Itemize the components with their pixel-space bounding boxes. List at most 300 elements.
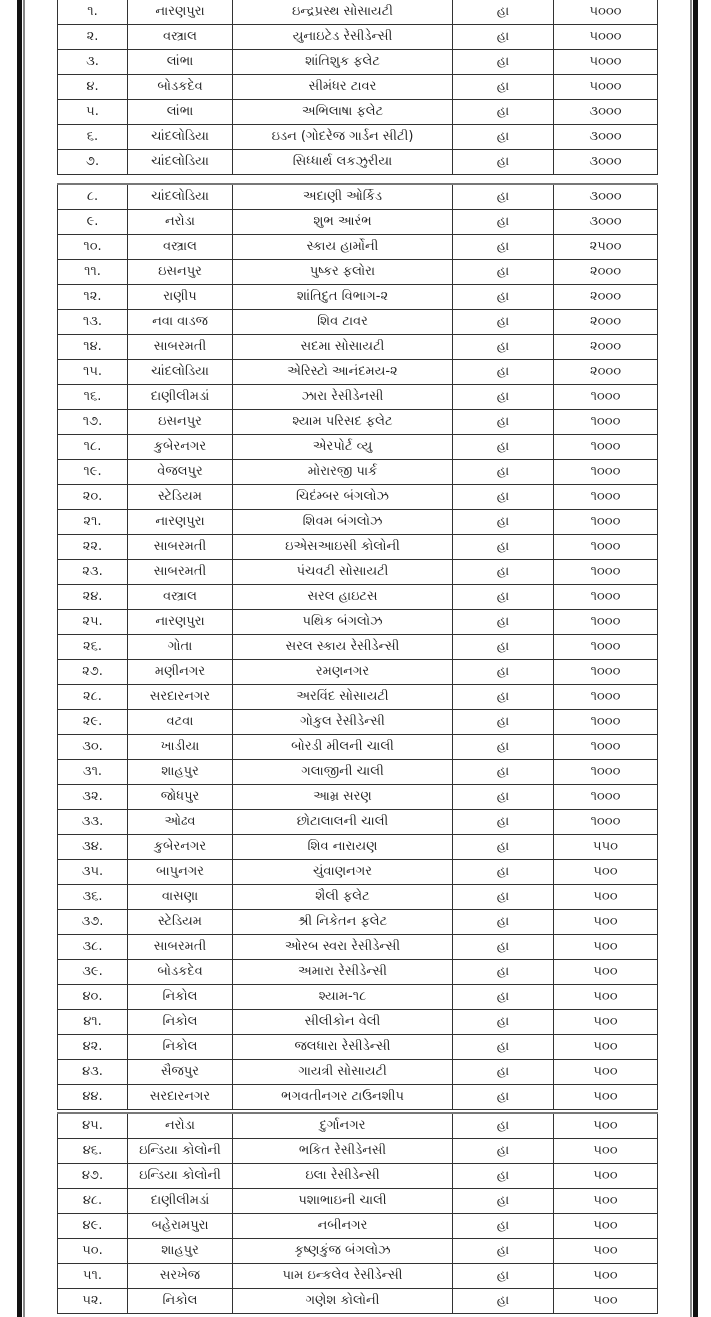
table-row	[58, 150, 658, 175]
amount-cell: ૨૫૦૦	[554, 235, 658, 260]
serial-number-cell: ૧૮.	[58, 435, 128, 460]
table-row	[58, 1214, 658, 1239]
serial-number-cell: ૧૬.	[58, 385, 128, 410]
status-cell: હા	[453, 285, 554, 310]
serial-number-cell: ૩૭.	[58, 910, 128, 935]
serial-number-cell: ૨૪.	[58, 585, 128, 610]
status-cell: હા	[453, 410, 554, 435]
area-cell: ઇન્ડિયા કોલોની	[128, 1164, 233, 1189]
society-name-cell: પથિક બંગલોઝ	[233, 610, 453, 635]
serial-number-cell: ૪.	[58, 75, 128, 100]
society-name-cell: ઝારા રેસીડેનસી	[233, 385, 453, 410]
serial-number-cell: ૮.	[58, 184, 128, 210]
table-row	[58, 760, 658, 785]
serial-number-cell: ૩૦.	[58, 735, 128, 760]
area-cell: ચાંદલોડિયા	[128, 360, 233, 385]
society-name-cell: પામ ઇન્કલેવ રેસીડેન્સી	[233, 1264, 453, 1289]
serial-number-cell: ૧૦.	[58, 235, 128, 260]
amount-cell: ૧૦૦૦	[554, 585, 658, 610]
status-cell: હા	[453, 235, 554, 260]
status-cell: હા	[453, 1085, 554, 1110]
table-row	[58, 260, 658, 285]
society-name-cell: શ્રી નિકેતન ફલેટ	[233, 910, 453, 935]
serial-number-cell: ૪૪.	[58, 1085, 128, 1110]
table-row	[58, 210, 658, 235]
status-cell: હા	[453, 960, 554, 985]
serial-number-cell: ૩૨.	[58, 785, 128, 810]
table-row	[58, 125, 658, 150]
area-cell: વાસણા	[128, 885, 233, 910]
table-row	[58, 1239, 658, 1264]
area-cell: સાબરમતી	[128, 335, 233, 360]
amount-cell: ૫૦૦	[554, 1289, 658, 1314]
area-cell: ચાંદલોડિયા	[128, 150, 233, 175]
page-edge-left	[17, 0, 22, 1317]
status-cell: હા	[453, 125, 554, 150]
society-name-cell: બોરડી મીલની ચાલી	[233, 735, 453, 760]
status-cell: હા	[453, 610, 554, 635]
society-name-cell: ઓરબ સ્વરા રેસીડેન્સી	[233, 935, 453, 960]
status-cell: હા	[453, 0, 554, 25]
table-row	[58, 25, 658, 50]
serial-number-cell: ૩૪.	[58, 835, 128, 860]
amount-cell: ૧૦૦૦	[554, 460, 658, 485]
society-name-cell: કૃષ્ણકુંજ બંગલોઝ	[233, 1239, 453, 1264]
society-name-cell: શિવમ બંગલોઝ	[233, 510, 453, 535]
status-cell: હા	[453, 1010, 554, 1035]
serial-number-cell: ૩.	[58, 50, 128, 75]
status-cell: હા	[453, 335, 554, 360]
table-row	[58, 1035, 658, 1060]
serial-number-cell: ૩૧.	[58, 760, 128, 785]
amount-cell: ૧૦૦૦	[554, 685, 658, 710]
amount-cell: ૫૦૦	[554, 910, 658, 935]
status-cell: હા	[453, 710, 554, 735]
serial-number-cell: ૩૩.	[58, 810, 128, 835]
society-name-cell: સરલ હાઇટસ	[233, 585, 453, 610]
amount-cell: ૫૦૦૦	[554, 0, 658, 25]
serial-number-cell: ૩૬.	[58, 885, 128, 910]
area-cell: કુબેરનગર	[128, 835, 233, 860]
status-cell: હા	[453, 1139, 554, 1164]
amount-cell: ૫૦૦	[554, 860, 658, 885]
society-name-cell: નબીનગર	[233, 1214, 453, 1239]
table-row	[58, 1264, 658, 1289]
table-row	[58, 1189, 658, 1214]
area-cell: સરખેજ	[128, 1264, 233, 1289]
area-cell: નરોડા	[128, 210, 233, 235]
status-cell: હા	[453, 835, 554, 860]
area-cell: નિકોલ	[128, 1035, 233, 1060]
serial-number-cell: ૪૯.	[58, 1214, 128, 1239]
status-cell: હા	[453, 1060, 554, 1085]
society-name-cell: શિવ ટાવર	[233, 310, 453, 335]
status-cell: હા	[453, 310, 554, 335]
amount-cell: ૫૦૦	[554, 1164, 658, 1189]
serial-number-cell: ૩૫.	[58, 860, 128, 885]
area-cell: સરદારનગર	[128, 1085, 233, 1110]
area-cell: બાપુનગર	[128, 860, 233, 885]
serial-number-cell: ૨૦.	[58, 485, 128, 510]
table-row	[58, 785, 658, 810]
table-row	[58, 1164, 658, 1189]
status-cell: હા	[453, 735, 554, 760]
society-name-cell: ગણેશ કોલોની	[233, 1289, 453, 1314]
serial-number-cell: ૧૧.	[58, 260, 128, 285]
amount-cell: ૩૦૦૦	[554, 184, 658, 210]
amount-cell: ૫૦૦૦	[554, 25, 658, 50]
society-name-cell: શિવ નારાયણ	[233, 835, 453, 860]
page-edge-right	[693, 0, 698, 1317]
table-row	[58, 560, 658, 585]
serial-number-cell: ૧૫.	[58, 360, 128, 385]
table-row	[58, 1010, 658, 1035]
society-name-cell: ગાયત્રી સોસાયટી	[233, 1060, 453, 1085]
area-cell: સ્ટેડિયમ	[128, 485, 233, 510]
serial-number-cell: ૧૩.	[58, 310, 128, 335]
table-row	[58, 860, 658, 885]
serial-number-cell: ૧૭.	[58, 410, 128, 435]
table-row	[58, 285, 658, 310]
amount-cell: ૫૦૦	[554, 1239, 658, 1264]
area-cell: સાબરમતી	[128, 935, 233, 960]
amount-cell: ૫૦૦	[554, 1113, 658, 1139]
serial-number-cell: ૨૭.	[58, 660, 128, 685]
status-cell: હા	[453, 25, 554, 50]
society-name-cell: સ્કાય હાર્મોની	[233, 235, 453, 260]
serial-number-cell: ૨૯.	[58, 710, 128, 735]
area-cell: નિકોલ	[128, 1289, 233, 1314]
status-cell: હા	[453, 1239, 554, 1264]
serial-number-cell: ૨૬.	[58, 635, 128, 660]
amount-cell: ૧૦૦૦	[554, 560, 658, 585]
status-cell: હા	[453, 910, 554, 935]
amount-cell: ૫૦૦	[554, 935, 658, 960]
serial-number-cell: ૫.	[58, 100, 128, 125]
amount-cell: ૧૦૦૦	[554, 785, 658, 810]
status-cell: હા	[453, 460, 554, 485]
serial-number-cell: ૫૧.	[58, 1264, 128, 1289]
status-cell: હા	[453, 860, 554, 885]
society-name-cell: દુર્ગાનગર	[233, 1113, 453, 1139]
society-name-cell: છોટાલાલની ચાલી	[233, 810, 453, 835]
table-row	[58, 810, 658, 835]
area-cell: લાંભા	[128, 100, 233, 125]
status-cell: હા	[453, 585, 554, 610]
area-cell: ચાંદલોડિયા	[128, 184, 233, 210]
status-cell: હા	[453, 935, 554, 960]
serial-number-cell: ૪૫.	[58, 1113, 128, 1139]
table-row	[58, 50, 658, 75]
table-row	[58, 1113, 658, 1139]
table-row	[58, 935, 658, 960]
society-name-cell: ઇડન (ગોદરેજ ગાર્ડન સીટી)	[233, 125, 453, 150]
area-cell: નારણપુરા	[128, 0, 233, 25]
serial-number-cell: ૪૮.	[58, 1189, 128, 1214]
status-cell: હા	[453, 1214, 554, 1239]
society-name-cell: ભગવતીનગર ટાઉનશીપ	[233, 1085, 453, 1110]
serial-number-cell: ૪૬.	[58, 1139, 128, 1164]
area-cell: નિકોલ	[128, 1010, 233, 1035]
amount-cell: ૩૦૦૦	[554, 210, 658, 235]
serial-number-cell: ૨.	[58, 25, 128, 50]
status-cell: હા	[453, 1264, 554, 1289]
table-row	[58, 1060, 658, 1085]
area-cell: જોધપુર	[128, 785, 233, 810]
society-name-cell: પુષ્કર ફલોરા	[233, 260, 453, 285]
society-name-cell: ભકિત રેસીડેનસી	[233, 1139, 453, 1164]
amount-cell: ૨૦૦૦	[554, 310, 658, 335]
amount-cell: ૧૦૦૦	[554, 635, 658, 660]
society-name-cell: પંચવટી સોસાયટી	[233, 560, 453, 585]
society-name-cell: સીલીકોન વેલી	[233, 1010, 453, 1035]
table-row	[58, 585, 658, 610]
area-cell: ગોતા	[128, 635, 233, 660]
page-edge-shadow-right	[690, 0, 692, 1317]
serial-number-cell: ૨૮.	[58, 685, 128, 710]
serial-number-cell: ૨૧.	[58, 510, 128, 535]
amount-cell: ૨૦૦૦	[554, 285, 658, 310]
area-cell: બોડકદેવ	[128, 75, 233, 100]
society-name-cell: અભિલાષા ફલેટ	[233, 100, 453, 125]
area-cell: વેજલપુર	[128, 460, 233, 485]
status-cell: હા	[453, 510, 554, 535]
amount-cell: ૩૦૦૦	[554, 150, 658, 175]
amount-cell: ૧૦૦૦	[554, 485, 658, 510]
amount-cell: ૧૦૦૦	[554, 410, 658, 435]
table-row	[58, 710, 658, 735]
table-row	[58, 1139, 658, 1164]
area-cell: સૈજપુર	[128, 1060, 233, 1085]
serial-number-cell: ૨૩.	[58, 560, 128, 585]
area-cell: વટવા	[128, 710, 233, 735]
amount-cell: ૫૦૦	[554, 960, 658, 985]
table-row	[58, 235, 658, 260]
area-cell: નિકોલ	[128, 985, 233, 1010]
society-name-cell: સરલ સ્કાય રેસીડેન્સી	[233, 635, 453, 660]
area-cell: સાબરમતી	[128, 560, 233, 585]
society-name-cell: અરવિંદ સોસાયટી	[233, 685, 453, 710]
table-row	[58, 360, 658, 385]
amount-cell: ૧૦૦૦	[554, 810, 658, 835]
area-cell: બોડકદેવ	[128, 960, 233, 985]
table-section-2	[57, 183, 658, 1110]
society-name-cell: ગલાજીની ચાલી	[233, 760, 453, 785]
status-cell: હા	[453, 1113, 554, 1139]
amount-cell: ૫૦૦	[554, 1214, 658, 1239]
status-cell: હા	[453, 485, 554, 510]
society-name-cell: રમણનગર	[233, 660, 453, 685]
society-name-cell: અમારા રેસીડેન્સી	[233, 960, 453, 985]
table-row	[58, 385, 658, 410]
table-row	[58, 460, 658, 485]
area-cell: સ્ટેડિયમ	[128, 910, 233, 935]
society-name-cell: ઇલા રેસીડેન્સી	[233, 1164, 453, 1189]
area-cell: દાણીલીમડાં	[128, 385, 233, 410]
serial-number-cell: ૨૨.	[58, 535, 128, 560]
amount-cell: ૧૦૦૦	[554, 610, 658, 635]
table-row	[58, 635, 658, 660]
serial-number-cell: ૫૦.	[58, 1239, 128, 1264]
serial-number-cell: ૪૩.	[58, 1060, 128, 1085]
status-cell: હા	[453, 1164, 554, 1189]
area-cell: દાણીલીમડાં	[128, 1189, 233, 1214]
amount-cell: ૫૦૦૦	[554, 50, 658, 75]
table-row	[58, 735, 658, 760]
amount-cell: ૧૦૦૦	[554, 510, 658, 535]
page-edge-shadow-left	[23, 0, 25, 1317]
area-cell: ઇન્ડિયા કોલોની	[128, 1139, 233, 1164]
area-cell: નવા વાડજ	[128, 310, 233, 335]
table-row	[58, 335, 658, 360]
status-cell: હા	[453, 985, 554, 1010]
table-section-3	[57, 1112, 658, 1314]
area-cell: લાંભા	[128, 50, 233, 75]
status-cell: હા	[453, 210, 554, 235]
area-cell: બહેરામપુરા	[128, 1214, 233, 1239]
serial-number-cell: ૧.	[58, 0, 128, 25]
table-section-1	[57, 0, 658, 175]
status-cell: હા	[453, 810, 554, 835]
area-cell: વસ્ત્રાલ	[128, 25, 233, 50]
status-cell: હા	[453, 184, 554, 210]
society-name-cell: જલધારા રેસીડેન્સી	[233, 1035, 453, 1060]
area-cell: નરોડા	[128, 1113, 233, 1139]
table-row	[58, 885, 658, 910]
serial-number-cell: ૧૪.	[58, 335, 128, 360]
amount-cell: ૫૦૦	[554, 1010, 658, 1035]
status-cell: હા	[453, 1189, 554, 1214]
table-row	[58, 510, 658, 535]
area-cell: ખાડીયા	[128, 735, 233, 760]
amount-cell: ૧૦૦૦	[554, 710, 658, 735]
amount-cell: ૧૦૦૦	[554, 660, 658, 685]
serial-number-cell: ૩૯.	[58, 960, 128, 985]
amount-cell: ૫૦૦	[554, 985, 658, 1010]
society-name-cell: શાંતિદુત વિભાગ-૨	[233, 285, 453, 310]
amount-cell: ૩૦૦૦	[554, 100, 658, 125]
amount-cell: ૫૦૦	[554, 1264, 658, 1289]
amount-cell: ૫૦૦	[554, 885, 658, 910]
status-cell: હા	[453, 635, 554, 660]
serial-number-cell: ૪૨.	[58, 1035, 128, 1060]
table-row	[58, 835, 658, 860]
society-name-cell: ગોકુલ રેસીડેન્સી	[233, 710, 453, 735]
society-name-cell: અદાણી ઓર્કિડ	[233, 184, 453, 210]
society-name-cell: મોરારજી પાર્ક	[233, 460, 453, 485]
amount-cell: ૫૦૦૦	[554, 75, 658, 100]
table-row	[58, 0, 658, 25]
table-row	[58, 485, 658, 510]
amount-cell: ૫૦૦	[554, 1035, 658, 1060]
status-cell: હા	[453, 385, 554, 410]
table-row	[58, 910, 658, 935]
amount-cell: ૧૦૦૦	[554, 760, 658, 785]
society-name-cell: આમ્ર સરણ	[233, 785, 453, 810]
status-cell: હા	[453, 660, 554, 685]
area-cell: શાહપુર	[128, 760, 233, 785]
table-row	[58, 184, 658, 210]
area-cell: રાણીપ	[128, 285, 233, 310]
serial-number-cell: ૫૨.	[58, 1289, 128, 1314]
status-cell: હા	[453, 685, 554, 710]
table-row	[58, 410, 658, 435]
society-name-cell: એરપોર્ટ વ્યુ	[233, 435, 453, 460]
area-cell: કુબેરનગર	[128, 435, 233, 460]
society-name-cell: પશાભાઇની ચાલી	[233, 1189, 453, 1214]
society-name-cell: ઇએસઆઇસી કોલોની	[233, 535, 453, 560]
area-cell: નારણપુરા	[128, 510, 233, 535]
status-cell: હા	[453, 1035, 554, 1060]
amount-cell: ૫૫૦	[554, 835, 658, 860]
status-cell: હા	[453, 1289, 554, 1314]
serial-number-cell: ૨૫.	[58, 610, 128, 635]
amount-cell: ૫૦૦	[554, 1139, 658, 1164]
area-cell: વસ્ત્રાલ	[128, 585, 233, 610]
society-name-cell: શૈલી ફલેટ	[233, 885, 453, 910]
society-name-cell: યુનાઇટેડ રેસીડેન્સી	[233, 25, 453, 50]
serial-number-cell: ૧૨.	[58, 285, 128, 310]
amount-cell: ૨૦૦૦	[554, 260, 658, 285]
amount-cell: ૩૦૦૦	[554, 125, 658, 150]
table-row	[58, 985, 658, 1010]
status-cell: હા	[453, 50, 554, 75]
table-row	[58, 435, 658, 460]
table-row	[58, 100, 658, 125]
table-row	[58, 1289, 658, 1314]
serial-number-cell: ૯.	[58, 210, 128, 235]
society-name-cell: સદમા સોસાયટી	[233, 335, 453, 360]
status-cell: હા	[453, 535, 554, 560]
status-cell: હા	[453, 785, 554, 810]
amount-cell: ૫૦૦	[554, 1085, 658, 1110]
society-name-cell: સિધ્ધાર્થ લકઝુરીયા	[233, 150, 453, 175]
society-name-cell: શાંતિશુક ફલેટ	[233, 50, 453, 75]
society-name-cell: એરિસ્ટો આનંદમય-૨	[233, 360, 453, 385]
society-name-cell: ઇન્દ્રપ્રસ્થ સોસાયટી	[233, 0, 453, 25]
society-name-cell: શુભ આરંભ	[233, 210, 453, 235]
amount-cell: ૧૦૦૦	[554, 385, 658, 410]
serial-number-cell: ૪૧.	[58, 1010, 128, 1035]
table-row	[58, 310, 658, 335]
status-cell: હા	[453, 75, 554, 100]
amount-cell: ૨૦૦૦	[554, 335, 658, 360]
area-cell: વસ્ત્રાલ	[128, 235, 233, 260]
amount-cell: ૫૦૦	[554, 1060, 658, 1085]
area-cell: સાબરમતી	[128, 535, 233, 560]
serial-number-cell: ૧૯.	[58, 460, 128, 485]
amount-cell: ૧૦૦૦	[554, 535, 658, 560]
area-cell: ઇસનપુર	[128, 260, 233, 285]
area-cell: નારણપુરા	[128, 610, 233, 635]
status-cell: હા	[453, 885, 554, 910]
amount-cell: ૧૦૦૦	[554, 435, 658, 460]
status-cell: હા	[453, 100, 554, 125]
area-cell: મણીનગર	[128, 660, 233, 685]
amount-cell: ૨૦૦૦	[554, 360, 658, 385]
area-cell: ઓઢવ	[128, 810, 233, 835]
table-row	[58, 1085, 658, 1110]
serial-number-cell: ૩૮.	[58, 935, 128, 960]
area-cell: ઇસનપુર	[128, 410, 233, 435]
serial-number-cell: ૬.	[58, 125, 128, 150]
society-name-cell: શ્યામ-૧૮	[233, 985, 453, 1010]
status-cell: હા	[453, 760, 554, 785]
table-row	[58, 535, 658, 560]
area-cell: ચાંદલોડિયા	[128, 125, 233, 150]
status-cell: હા	[453, 150, 554, 175]
area-cell: શાહપુર	[128, 1239, 233, 1264]
